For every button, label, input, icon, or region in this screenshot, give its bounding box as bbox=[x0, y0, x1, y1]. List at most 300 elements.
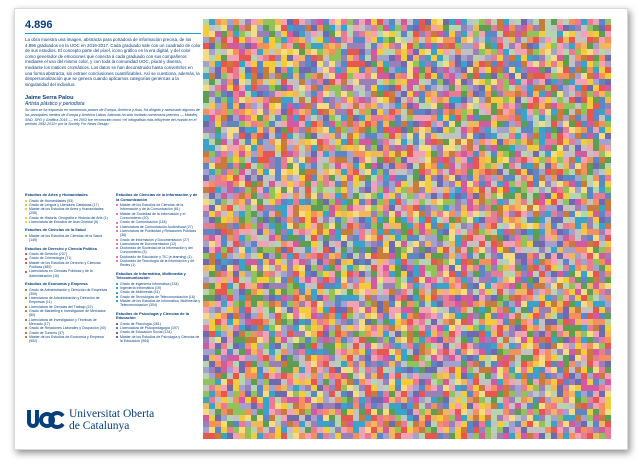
mosaic-pixel bbox=[551, 355, 557, 361]
mosaic-pixel bbox=[425, 325, 431, 331]
mosaic-pixel bbox=[557, 91, 563, 97]
mosaic-pixel bbox=[545, 313, 551, 319]
mosaic-pixel bbox=[539, 373, 545, 379]
mosaic-pixel bbox=[515, 259, 521, 265]
mosaic-pixel bbox=[221, 319, 227, 325]
mosaic-pixel bbox=[341, 301, 347, 307]
mosaic-pixel bbox=[269, 391, 275, 397]
mosaic-pixel bbox=[527, 397, 533, 403]
mosaic-pixel bbox=[479, 265, 485, 271]
mosaic-pixel bbox=[497, 421, 503, 427]
mosaic-pixel bbox=[557, 253, 563, 259]
mosaic-pixel bbox=[473, 37, 479, 43]
mosaic-pixel bbox=[275, 223, 281, 229]
mosaic-pixel bbox=[467, 265, 473, 271]
mosaic-pixel bbox=[239, 331, 245, 337]
mosaic-pixel bbox=[533, 157, 539, 163]
mosaic-pixel bbox=[563, 127, 569, 133]
mosaic-pixel bbox=[383, 25, 389, 31]
mosaic-pixel bbox=[539, 283, 545, 289]
mosaic-pixel bbox=[521, 403, 527, 409]
mosaic-pixel bbox=[521, 205, 527, 211]
mosaic-pixel bbox=[371, 127, 377, 133]
mosaic-pixel bbox=[353, 313, 359, 319]
mosaic-pixel bbox=[605, 427, 611, 433]
mosaic-pixel bbox=[329, 211, 335, 217]
mosaic-pixel bbox=[551, 91, 557, 97]
mosaic-pixel bbox=[269, 433, 275, 439]
mosaic-pixel bbox=[263, 49, 269, 55]
mosaic-pixel bbox=[251, 259, 257, 265]
mosaic-pixel bbox=[491, 361, 497, 367]
mosaic-pixel bbox=[425, 349, 431, 355]
mosaic-pixel bbox=[275, 391, 281, 397]
mosaic-pixel bbox=[503, 43, 509, 49]
mosaic-pixel bbox=[287, 325, 293, 331]
mosaic-pixel bbox=[341, 151, 347, 157]
mosaic-pixel bbox=[269, 343, 275, 349]
mosaic-pixel bbox=[551, 271, 557, 277]
mosaic-pixel bbox=[551, 97, 557, 103]
mosaic-pixel bbox=[557, 337, 563, 343]
mosaic-pixel bbox=[491, 391, 497, 397]
mosaic-pixel bbox=[317, 199, 323, 205]
mosaic-pixel bbox=[563, 391, 569, 397]
mosaic-pixel bbox=[329, 169, 335, 175]
studies-group-title: Estudios de Psicología y Ciencias de la Educación bbox=[116, 310, 189, 321]
mosaic-pixel bbox=[473, 433, 479, 439]
mosaic-pixel bbox=[461, 403, 467, 409]
mosaic-pixel bbox=[563, 235, 569, 241]
mosaic-pixel bbox=[449, 367, 455, 373]
mosaic-pixel bbox=[509, 103, 515, 109]
mosaic-pixel bbox=[449, 181, 455, 187]
mosaic-pixel bbox=[221, 199, 227, 205]
mosaic-pixel bbox=[473, 421, 479, 427]
mosaic-pixel bbox=[485, 295, 491, 301]
mosaic-pixel bbox=[233, 115, 239, 121]
mosaic-pixel bbox=[353, 199, 359, 205]
mosaic-pixel bbox=[593, 361, 599, 367]
mosaic-pixel bbox=[461, 19, 467, 25]
mosaic-pixel bbox=[419, 169, 425, 175]
mosaic-pixel bbox=[425, 235, 431, 241]
mosaic-pixel bbox=[485, 421, 491, 427]
mosaic-pixel bbox=[449, 409, 455, 415]
mosaic-pixel bbox=[485, 403, 491, 409]
mosaic-pixel bbox=[527, 91, 533, 97]
mosaic-pixel bbox=[497, 217, 503, 223]
mosaic-pixel bbox=[347, 163, 353, 169]
mosaic-pixel bbox=[203, 91, 209, 97]
mosaic-pixel bbox=[233, 157, 239, 163]
mosaic-pixel bbox=[287, 25, 293, 31]
mosaic-pixel bbox=[533, 403, 539, 409]
mosaic-pixel bbox=[377, 115, 383, 121]
mosaic-pixel bbox=[515, 355, 521, 361]
mosaic-pixel bbox=[239, 127, 245, 133]
mosaic-pixel bbox=[575, 325, 581, 331]
mosaic-pixel bbox=[287, 163, 293, 169]
mosaic-pixel bbox=[275, 241, 281, 247]
mosaic-pixel bbox=[245, 187, 251, 193]
mosaic-pixel bbox=[593, 205, 599, 211]
mosaic-pixel bbox=[473, 139, 479, 145]
mosaic-pixel bbox=[503, 67, 509, 73]
mosaic-pixel bbox=[377, 427, 383, 433]
mosaic-pixel bbox=[215, 433, 221, 439]
mosaic-pixel bbox=[395, 61, 401, 67]
mosaic-pixel bbox=[533, 313, 539, 319]
mosaic-pixel bbox=[461, 253, 467, 259]
mosaic-pixel bbox=[461, 175, 467, 181]
mosaic-pixel bbox=[461, 301, 467, 307]
mosaic-pixel bbox=[437, 331, 443, 337]
mosaic-pixel bbox=[419, 205, 425, 211]
mosaic-pixel bbox=[287, 115, 293, 121]
mosaic-pixel bbox=[479, 97, 485, 103]
mosaic-pixel bbox=[455, 127, 461, 133]
mosaic-pixel bbox=[443, 31, 449, 37]
mosaic-pixel bbox=[461, 157, 467, 163]
mosaic-pixel bbox=[473, 265, 479, 271]
mosaic-pixel bbox=[437, 361, 443, 367]
mosaic-pixel bbox=[581, 229, 587, 235]
mosaic-pixel bbox=[395, 163, 401, 169]
mosaic-pixel bbox=[287, 169, 293, 175]
mosaic-pixel bbox=[521, 337, 527, 343]
mosaic-pixel bbox=[209, 19, 215, 25]
mosaic-pixel bbox=[497, 415, 503, 421]
mosaic-pixel bbox=[371, 337, 377, 343]
mosaic-pixel bbox=[509, 25, 515, 31]
mosaic-pixel bbox=[599, 211, 605, 217]
mosaic-pixel bbox=[599, 133, 605, 139]
mosaic-pixel bbox=[419, 337, 425, 343]
mosaic-pixel bbox=[521, 427, 527, 433]
mosaic-pixel bbox=[353, 367, 359, 373]
mosaic-pixel bbox=[485, 343, 491, 349]
mosaic-pixel bbox=[287, 403, 293, 409]
mosaic-pixel bbox=[455, 109, 461, 115]
mosaic-pixel bbox=[479, 349, 485, 355]
mosaic-pixel bbox=[287, 181, 293, 187]
mosaic-pixel bbox=[521, 421, 527, 427]
mosaic-pixel bbox=[509, 331, 515, 337]
mosaic-pixel bbox=[473, 85, 479, 91]
mosaic-pixel bbox=[533, 397, 539, 403]
mosaic-pixel bbox=[515, 217, 521, 223]
mosaic-pixel bbox=[269, 301, 275, 307]
mosaic-pixel bbox=[257, 223, 263, 229]
mosaic-pixel bbox=[323, 301, 329, 307]
mosaic-pixel bbox=[545, 367, 551, 373]
mosaic-pixel bbox=[539, 289, 545, 295]
mosaic-pixel bbox=[227, 397, 233, 403]
mosaic-pixel bbox=[557, 85, 563, 91]
mosaic-pixel bbox=[593, 373, 599, 379]
mosaic-pixel bbox=[497, 187, 503, 193]
mosaic-pixel bbox=[203, 325, 209, 331]
mosaic-pixel bbox=[251, 163, 257, 169]
mosaic-pixel bbox=[407, 61, 413, 67]
mosaic-pixel bbox=[227, 85, 233, 91]
mosaic-pixel bbox=[359, 175, 365, 181]
mosaic-pixel bbox=[353, 283, 359, 289]
mosaic-pixel bbox=[281, 55, 287, 61]
mosaic-pixel bbox=[275, 133, 281, 139]
mosaic-pixel bbox=[527, 133, 533, 139]
mosaic-pixel bbox=[413, 145, 419, 151]
mosaic-pixel bbox=[413, 91, 419, 97]
studies-group-title: Estudios de Artes y Humanidades bbox=[25, 192, 88, 197]
mosaic-pixel bbox=[353, 361, 359, 367]
mosaic-pixel bbox=[563, 271, 569, 277]
mosaic-pixel bbox=[287, 55, 293, 61]
mosaic-pixel bbox=[551, 55, 557, 61]
mosaic-pixel bbox=[281, 235, 287, 241]
mosaic-pixel bbox=[437, 409, 443, 415]
mosaic-pixel bbox=[353, 31, 359, 37]
studies-list-item: Grado de Relaciones Laborales y Ocupación (40) bbox=[25, 326, 110, 330]
mosaic-pixel bbox=[503, 313, 509, 319]
mosaic-pixel bbox=[557, 145, 563, 151]
mosaic-pixel bbox=[533, 85, 539, 91]
mosaic-pixel bbox=[215, 379, 221, 385]
mosaic-pixel bbox=[527, 253, 533, 259]
mosaic-pixel bbox=[533, 139, 539, 145]
mosaic-pixel bbox=[509, 277, 515, 283]
mosaic-pixel bbox=[299, 79, 305, 85]
mosaic-pixel bbox=[539, 85, 545, 91]
mosaic-pixel bbox=[365, 271, 371, 277]
mosaic-pixel bbox=[503, 133, 509, 139]
mosaic-pixel bbox=[233, 85, 239, 91]
mosaic-pixel bbox=[215, 319, 221, 325]
mosaic-pixel bbox=[233, 295, 239, 301]
mosaic-pixel bbox=[593, 241, 599, 247]
mosaic-pixel bbox=[257, 313, 263, 319]
mosaic-pixel bbox=[545, 301, 551, 307]
mosaic-pixel bbox=[317, 397, 323, 403]
mosaic-pixel bbox=[413, 133, 419, 139]
mosaic-pixel bbox=[305, 115, 311, 121]
mosaic-pixel bbox=[533, 43, 539, 49]
mosaic-pixel bbox=[221, 289, 227, 295]
mosaic-pixel bbox=[533, 409, 539, 415]
mosaic-pixel bbox=[533, 265, 539, 271]
mosaic-pixel bbox=[407, 349, 413, 355]
mosaic-pixel bbox=[401, 223, 407, 229]
mosaic-pixel bbox=[473, 289, 479, 295]
mosaic-pixel bbox=[599, 301, 605, 307]
mosaic-pixel bbox=[371, 361, 377, 367]
mosaic-pixel bbox=[425, 49, 431, 55]
mosaic-pixel bbox=[275, 97, 281, 103]
mosaic-pixel bbox=[311, 265, 317, 271]
mosaic-pixel bbox=[203, 187, 209, 193]
mosaic-pixel bbox=[383, 19, 389, 25]
mosaic-pixel bbox=[359, 265, 365, 271]
mosaic-pixel bbox=[341, 211, 347, 217]
mosaic-pixel bbox=[473, 103, 479, 109]
mosaic-pixel bbox=[263, 319, 269, 325]
mosaic-pixel bbox=[413, 193, 419, 199]
mosaic-pixel bbox=[377, 247, 383, 253]
mosaic-pixel bbox=[581, 133, 587, 139]
mosaic-pixel bbox=[449, 199, 455, 205]
mosaic-pixel bbox=[515, 283, 521, 289]
mosaic-pixel bbox=[461, 337, 467, 343]
mosaic-pixel bbox=[545, 121, 551, 127]
mosaic-pixel bbox=[503, 157, 509, 163]
mosaic-pixel bbox=[347, 337, 353, 343]
mosaic-pixel bbox=[353, 301, 359, 307]
mosaic-pixel bbox=[389, 127, 395, 133]
mosaic-pixel bbox=[581, 121, 587, 127]
mosaic-pixel bbox=[233, 271, 239, 277]
mosaic-pixel bbox=[401, 61, 407, 67]
mosaic-pixel bbox=[365, 121, 371, 127]
mosaic-pixel bbox=[221, 181, 227, 187]
mosaic-pixel bbox=[269, 361, 275, 367]
mosaic-pixel bbox=[281, 415, 287, 421]
mosaic-pixel bbox=[389, 169, 395, 175]
mosaic-pixel bbox=[263, 373, 269, 379]
mosaic-pixel bbox=[293, 265, 299, 271]
mosaic-pixel bbox=[341, 325, 347, 331]
mosaic-pixel bbox=[437, 211, 443, 217]
mosaic-pixel bbox=[233, 247, 239, 253]
mosaic-pixel bbox=[341, 271, 347, 277]
mosaic-pixel bbox=[305, 343, 311, 349]
mosaic-pixel bbox=[359, 259, 365, 265]
mosaic-pixel bbox=[551, 151, 557, 157]
mosaic-pixel bbox=[509, 253, 515, 259]
mosaic-pixel bbox=[281, 313, 287, 319]
mosaic-pixel bbox=[221, 79, 227, 85]
mosaic-pixel bbox=[569, 169, 575, 175]
mosaic-pixel bbox=[263, 241, 269, 247]
mosaic-pixel bbox=[209, 247, 215, 253]
studies-list-item: Licenciatura de Administración y Dirección de Empresas (11) bbox=[25, 296, 110, 305]
mosaic-pixel bbox=[359, 151, 365, 157]
mosaic-pixel bbox=[563, 145, 569, 151]
mosaic-pixel bbox=[359, 373, 365, 379]
mosaic-pixel bbox=[263, 229, 269, 235]
mosaic-pixel bbox=[401, 289, 407, 295]
mosaic-pixel bbox=[437, 235, 443, 241]
mosaic-pixel bbox=[299, 259, 305, 265]
mosaic-pixel bbox=[335, 127, 341, 133]
mosaic-pixel bbox=[281, 379, 287, 385]
mosaic-pixel bbox=[341, 265, 347, 271]
mosaic-pixel bbox=[581, 109, 587, 115]
mosaic-pixel bbox=[587, 181, 593, 187]
mosaic-pixel bbox=[527, 103, 533, 109]
mosaic-pixel bbox=[437, 103, 443, 109]
mosaic-pixel bbox=[593, 181, 599, 187]
mosaic-pixel bbox=[203, 295, 209, 301]
mosaic-pixel bbox=[563, 301, 569, 307]
mosaic-pixel bbox=[263, 103, 269, 109]
mosaic-pixel bbox=[569, 355, 575, 361]
mosaic-pixel bbox=[245, 61, 251, 67]
mosaic-pixel bbox=[425, 25, 431, 31]
mosaic-pixel bbox=[227, 265, 233, 271]
mosaic-pixel bbox=[455, 37, 461, 43]
mosaic-pixel bbox=[419, 187, 425, 193]
mosaic-pixel bbox=[269, 247, 275, 253]
mosaic-pixel bbox=[443, 247, 449, 253]
mosaic-pixel bbox=[533, 355, 539, 361]
mosaic-pixel bbox=[413, 217, 419, 223]
mosaic-pixel bbox=[479, 301, 485, 307]
mosaic-pixel bbox=[365, 163, 371, 169]
mosaic-pixel bbox=[389, 79, 395, 85]
mosaic-pixel bbox=[419, 253, 425, 259]
mosaic-pixel bbox=[311, 25, 317, 31]
mosaic-pixel bbox=[479, 313, 485, 319]
mosaic-pixel bbox=[227, 127, 233, 133]
mosaic-pixel bbox=[227, 175, 233, 181]
mosaic-pixel bbox=[377, 289, 383, 295]
mosaic-pixel bbox=[359, 391, 365, 397]
mosaic-pixel bbox=[593, 25, 599, 31]
mosaic-pixel bbox=[479, 337, 485, 343]
mosaic-pixel bbox=[287, 49, 293, 55]
mosaic-pixel bbox=[371, 379, 377, 385]
mosaic-pixel bbox=[533, 301, 539, 307]
mosaic-pixel bbox=[239, 379, 245, 385]
mosaic-pixel bbox=[401, 307, 407, 313]
mosaic-pixel bbox=[425, 265, 431, 271]
mosaic-pixel bbox=[203, 355, 209, 361]
mosaic-pixel bbox=[419, 241, 425, 247]
mosaic-pixel bbox=[299, 295, 305, 301]
mosaic-pixel bbox=[269, 151, 275, 157]
mosaic-pixel bbox=[227, 403, 233, 409]
mosaic-pixel bbox=[557, 241, 563, 247]
mosaic-pixel bbox=[509, 145, 515, 151]
mosaic-pixel bbox=[503, 397, 509, 403]
mosaic-pixel bbox=[329, 289, 335, 295]
mosaic-pixel bbox=[215, 61, 221, 67]
mosaic-pixel bbox=[485, 319, 491, 325]
mosaic-pixel bbox=[539, 127, 545, 133]
mosaic-pixel bbox=[491, 115, 497, 121]
mosaic-pixel bbox=[263, 109, 269, 115]
mosaic-pixel bbox=[599, 169, 605, 175]
mosaic-pixel bbox=[335, 43, 341, 49]
mosaic-pixel bbox=[233, 193, 239, 199]
mosaic-pixel bbox=[287, 133, 293, 139]
mosaic-pixel bbox=[305, 31, 311, 37]
mosaic-pixel bbox=[605, 37, 611, 43]
mosaic-pixel bbox=[275, 307, 281, 313]
mosaic-pixel bbox=[557, 133, 563, 139]
mosaic-pixel bbox=[401, 151, 407, 157]
mosaic-pixel bbox=[581, 181, 587, 187]
mosaic-pixel bbox=[347, 19, 353, 25]
mosaic-pixel bbox=[389, 337, 395, 343]
mosaic-pixel bbox=[347, 133, 353, 139]
mosaic-pixel bbox=[557, 181, 563, 187]
mosaic-pixel bbox=[371, 37, 377, 43]
mosaic-pixel bbox=[545, 169, 551, 175]
mosaic-pixel bbox=[473, 61, 479, 67]
mosaic-pixel bbox=[545, 391, 551, 397]
